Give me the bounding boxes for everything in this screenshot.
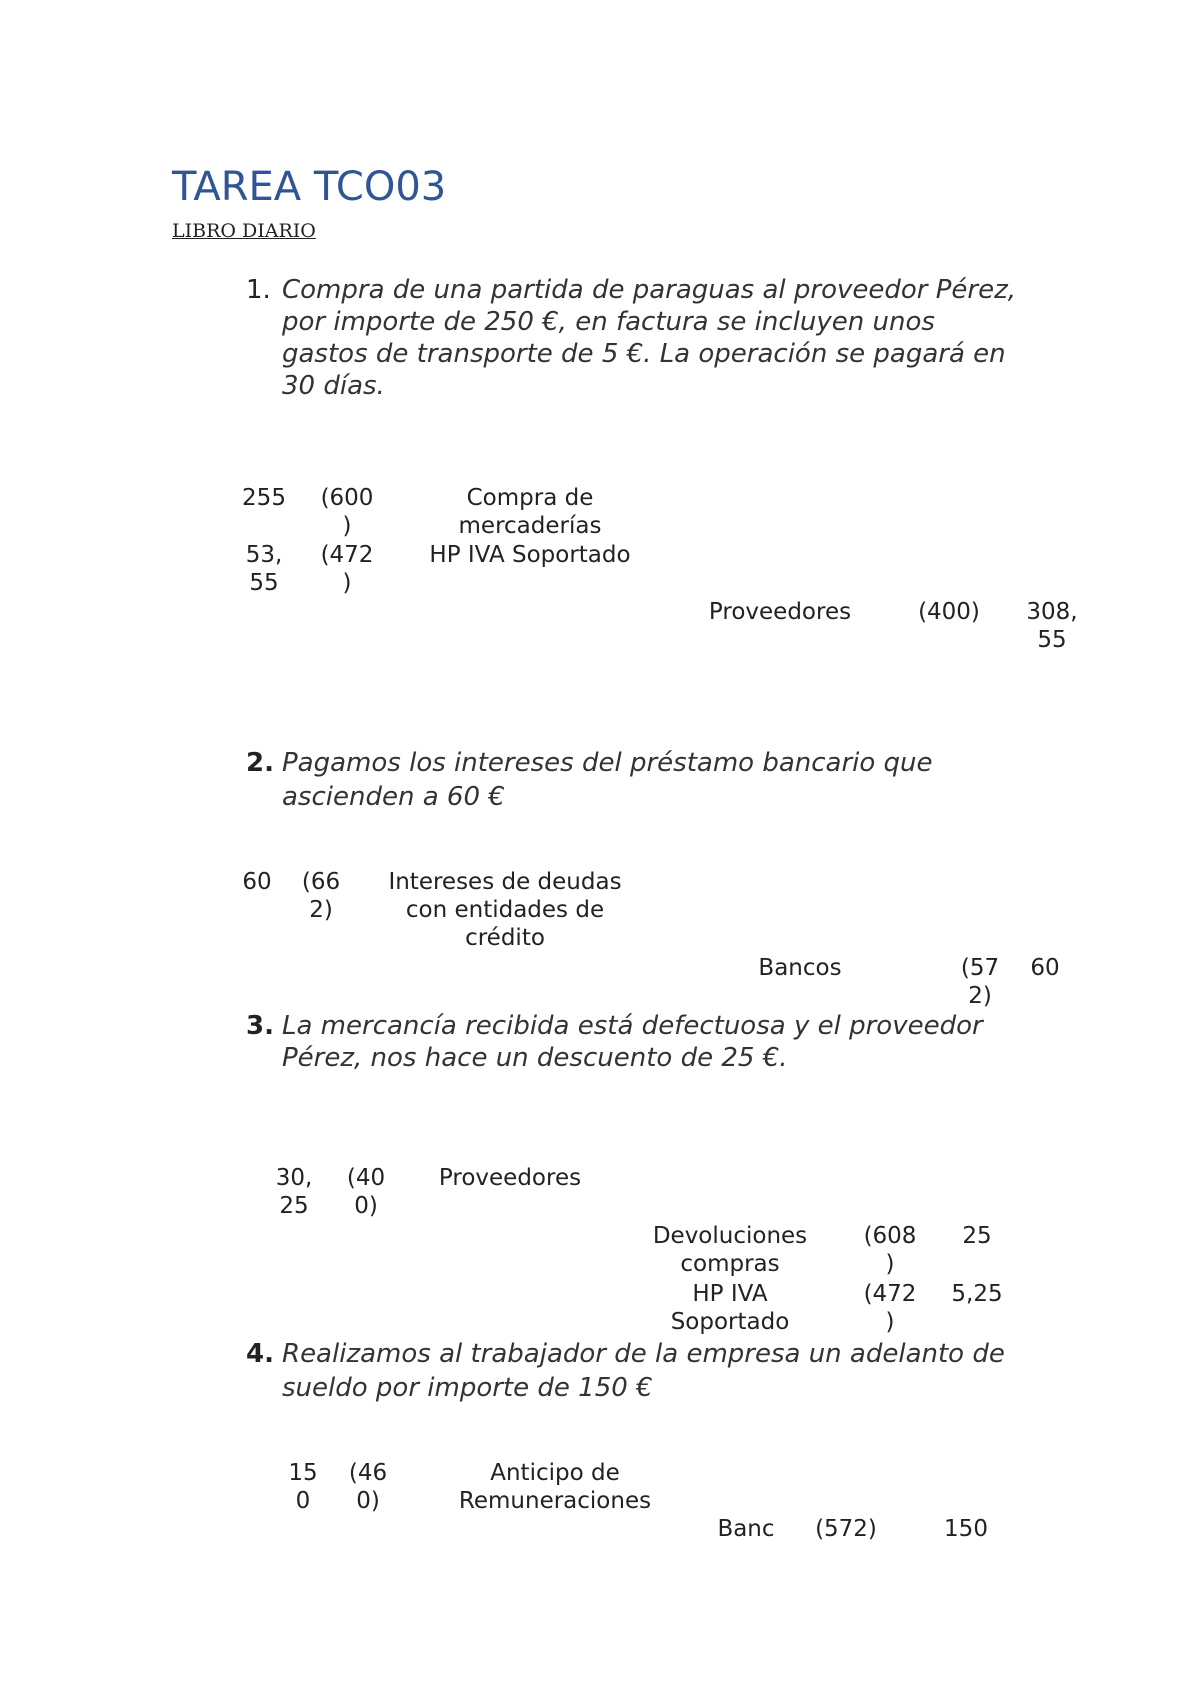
entry-3-credit-1-code: (608 )	[863, 1223, 917, 1277]
entry-1-number: 1.	[246, 275, 271, 305]
entry-3-number: 3.	[246, 1011, 274, 1041]
entry-2-debit-1-amount: 60	[242, 869, 272, 895]
entry-1-debit-2-code: (472 )	[320, 542, 374, 596]
entry-4-number: 4.	[246, 1339, 274, 1369]
entry-3-debit-1-amount: 30, 25	[275, 1165, 313, 1219]
entry-1-debit-2-account: HP IVA Soportado	[429, 542, 631, 568]
entry-2-credit-1-amount: 60	[1030, 955, 1060, 981]
entry-1-debit-1-amount: 255	[242, 485, 286, 511]
entry-1-credit-1-amount: 308, 55	[1026, 599, 1078, 653]
entry-2-statement	[246, 746, 1002, 814]
entry-3-credit-2-account: HP IVA Soportado	[670, 1281, 790, 1335]
entry-3-credit-2-code: (472 )	[863, 1281, 917, 1335]
entry-4-debit-1-account: Anticipo de Remuneraciones	[458, 1460, 652, 1514]
entry-4-debit-1-amount: 15 0	[288, 1460, 318, 1514]
entry-2-text: Pagamos los intereses del préstamo bancario que ascienden a 60 €	[282, 748, 933, 812]
section-subtitle: LIBRO DIARIO	[172, 220, 316, 242]
page-title: TAREA TCO03	[172, 164, 447, 210]
entry-3-credit-1-amount: 25	[962, 1223, 992, 1249]
entry-3-credit-1-account: Devoluciones compras	[652, 1223, 808, 1277]
entry-3-statement	[246, 1010, 1042, 1074]
entry-4-credit-1-amount: 150	[944, 1516, 988, 1542]
entry-3-credit-2-amount: 5,25	[951, 1281, 1003, 1307]
entry-1-credit-1-account: Proveedores	[708, 599, 852, 625]
entry-2-debit-1-account: Intereses de deudas con entidades de crédito	[388, 869, 622, 951]
entry-1-credit-1-code: (400)	[918, 599, 980, 625]
entry-1-text: Compra de una partida de paraguas al proveedor Pérez, por importe de 250 €, en factura se incluyen unos gastos de transporte de 5 €. La operación se pagará en 30 días.	[282, 275, 1017, 401]
entry-1-debit-1-code: (600 )	[320, 485, 374, 539]
entry-1-debit-2-amount: 53, 55	[245, 542, 283, 596]
entry-2-debit-1-code: (66 2)	[301, 869, 341, 923]
entry-3-text: La mercancía recibida está defectuosa y el proveedor Pérez, nos hace un descuento de 25 €.	[282, 1011, 983, 1073]
entry-4-statement	[246, 1337, 1022, 1405]
entry-4-text: Realizamos al trabajador de la empresa un adelanto de sueldo por importe de 150 €	[282, 1339, 1005, 1403]
entry-3-debit-1-code: (40 0)	[346, 1165, 386, 1219]
entry-1-debit-1-account: Compra de mercaderías	[458, 485, 602, 539]
entry-1-statement	[246, 274, 1022, 402]
entry-3-debit-1-account: Proveedores	[438, 1165, 582, 1191]
entry-2-credit-1-code: (57 2)	[960, 955, 1000, 1009]
entry-4-credit-1-code: (572)	[815, 1516, 877, 1542]
entry-4-debit-1-code: (46 0)	[348, 1460, 388, 1514]
entry-2-credit-1-account: Bancos	[758, 955, 842, 981]
entry-4-credit-1-account: Banc	[717, 1516, 775, 1542]
entry-2-number: 2.	[246, 748, 274, 778]
